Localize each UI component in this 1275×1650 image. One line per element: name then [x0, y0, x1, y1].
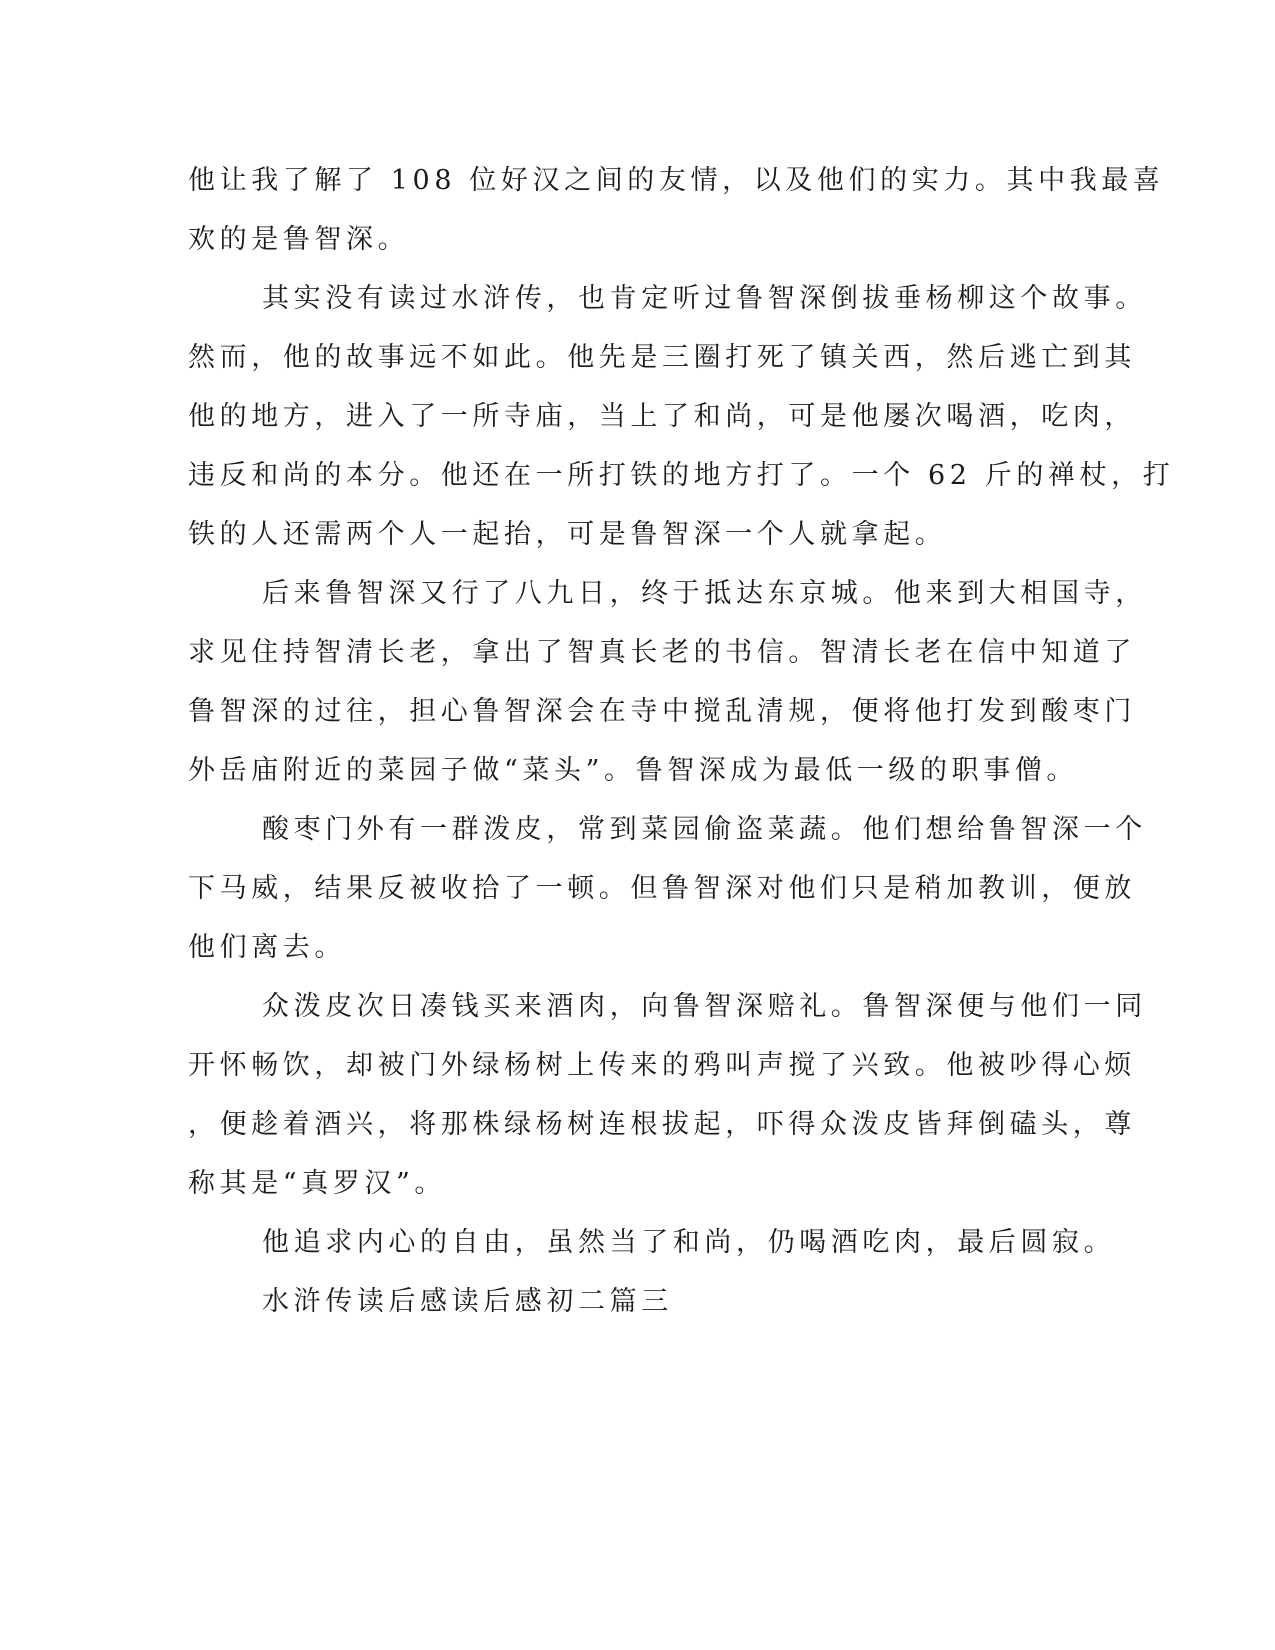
text-line-1: 他让我了解了 108 位好汉之间的友情，以及他们的实力。其中我最喜 — [188, 165, 1165, 196]
text-line-6: 违反和尚的本分。他还在一所打铁的地方打了。一个 62 斤的禅杖，打 — [188, 460, 1175, 491]
text-line-13: 下马威，结果反被收拾了一顿。但鲁智深对他们只是稍加教训，便放 — [188, 873, 1136, 904]
text-line-10: 鲁智深的过往，担心鲁智深会在寺中搅乱清规，便将他打发到酸枣门 — [188, 696, 1136, 727]
text-line-17: ，便趁着酒兴，将那株绿杨树连根拔起，吓得众泼皮皆拜倒磕头，尊 — [188, 1109, 1136, 1140]
text-line-16: 开怀畅饮，却被门外绿杨树上传来的鸦叫声搅了兴致。他被吵得心烦 — [188, 1050, 1136, 1081]
text-line-4: 然而，他的故事远不如此。他先是三圈打死了镇关西，然后逃亡到其 — [188, 342, 1136, 373]
text-line-14: 他们离去。 — [188, 932, 346, 963]
text-line-12: 酸枣门外有一群泼皮，常到菜园偷盗菜蔬。他们想给鲁智深一个 — [262, 814, 1147, 845]
text-line-11: 外岳庙附近的菜园子做“菜头”。鲁智深成为最低一级的职事僧。 — [188, 755, 1079, 786]
section-heading: 水浒传读后感读后感初二篇三 — [262, 1286, 673, 1317]
text-line-9: 求见住持智清长老，拿出了智真长老的书信。智清长老在信中知道了 — [188, 637, 1136, 668]
text-line-2: 欢的是鲁智深。 — [188, 224, 410, 255]
text-line-18: 称其是“真罗汉”。 — [188, 1168, 447, 1199]
text-line-8: 后来鲁智深又行了八九日，终于抵达东京城。他来到大相国寺， — [262, 578, 1147, 609]
text-line-7: 铁的人还需两个人一起抬，可是鲁智深一个人就拿起。 — [188, 519, 947, 550]
text-line-15: 众泼皮次日凑钱买来酒肉，向鲁智深赔礼。鲁智深便与他们一同 — [262, 991, 1147, 1022]
text-line-5: 他的地方，进入了一所寺庙，当上了和尚，可是他屡次喝酒，吃肉， — [188, 401, 1136, 432]
text-line-19: 他追求内心的自由，虽然当了和尚，仍喝酒吃肉，最后圆寂。 — [262, 1227, 1116, 1258]
text-line-3: 其实没有读过水浒传，也肯定听过鲁智深倒拔垂杨柳这个故事。 — [262, 283, 1147, 314]
